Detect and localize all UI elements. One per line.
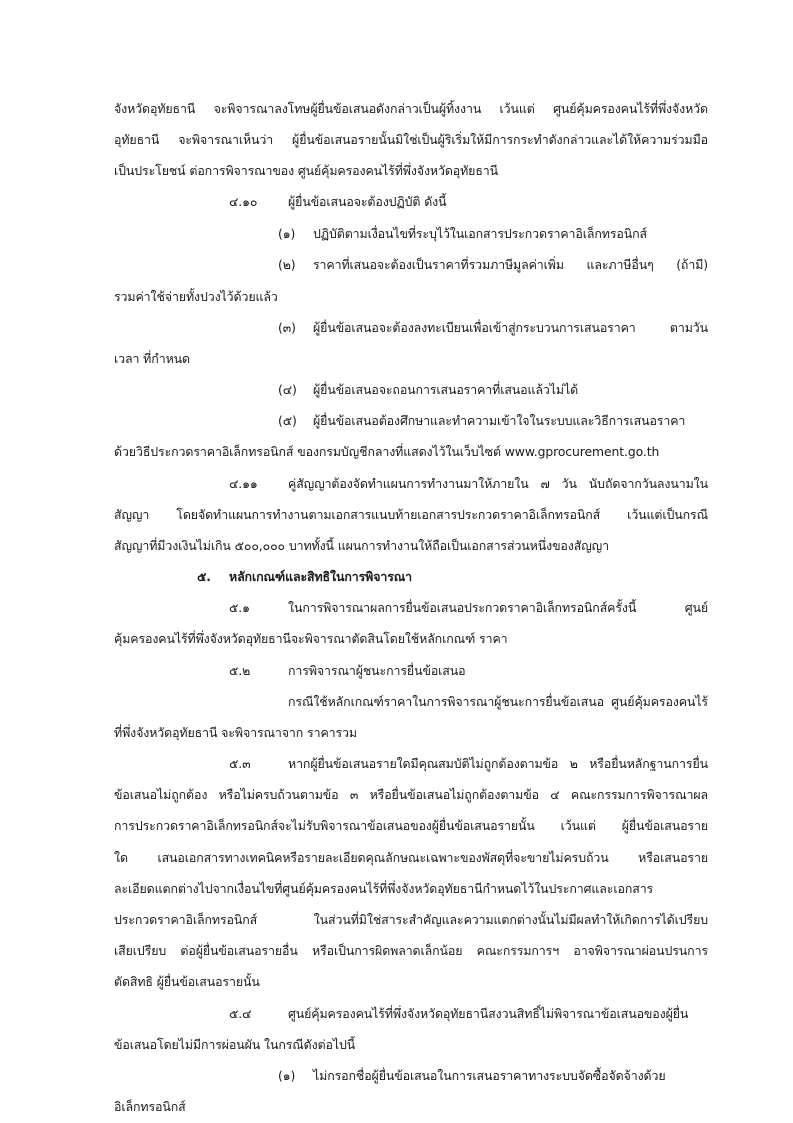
body-line: ในการพิจารณาผลการยื่นข้อเสนอประกวดราคาอิเล็กทรอนิกส์ครั้งนี้ ศูนย์: [288, 600, 708, 615]
clause-number: ๔.๑๑: [229, 476, 258, 491]
item-number: (๑): [278, 1068, 296, 1083]
clause-number: ๕.๔: [229, 1006, 252, 1021]
clause-number: ๕.๑: [229, 600, 250, 615]
body-line: สัญญา โดยจัดทำแผนการทำงานตามเอกสารแนบท้ายเอกสารประกวดราคาอิเล็กทรอนิกส์ เว้นแต่เป็นกรณี: [114, 507, 708, 522]
item-number: (๕): [278, 413, 297, 428]
body-line: อุทัยธานี จะพิจารณาเห็นว่า ผู้ยื่นข้อเสนอรายนั้นมิใช่เป็นผู้ริเริ่มให้มีการกระทำดังกล่าวและได้ให้ความร่วมมือ: [114, 132, 708, 147]
body-line: ตัดสิทธิ ผู้ยื่นข้อเสนอรายนั้น: [114, 974, 260, 989]
clause-number: ๔.๑๐: [229, 194, 258, 209]
body-line: ละเอียดแตกต่างไปจากเงื่อนไขที่ศูนย์คุ้มครองคนไร้ที่พึ่งจังหวัดอุทัยธานีกำหนดไว้ในประกาศและเอกสาร: [114, 881, 654, 896]
section-heading: หลักเกณฑ์และสิทธิในการพิจารณา: [229, 569, 413, 584]
body-line: จังหวัดอุทัยธานี จะพิจารณาลงโทษผู้ยื่นข้อเสนอดังกล่าวเป็นผู้ทิ้งงาน เว้นแต่ ศูนย์คุ้มครองคนไร้ที่พึ่งจังหวัด: [114, 101, 708, 116]
body-line: คู่สัญญาต้องจัดทำแผนการทำงานมาให้ภายใน ๗ วัน นับถัดจากวันลงนามใน: [288, 476, 708, 491]
body-line: เวลา ที่กำหนด: [114, 351, 190, 366]
body-line: การพิจารณาผู้ชนะการยื่นข้อเสนอ: [288, 663, 466, 678]
section-number: ๕.: [197, 569, 211, 584]
clause-number: ๕.๓: [229, 756, 251, 771]
item-number: (๔): [278, 382, 297, 397]
body-line: เป็นประโยชน์ ต่อการพิจารณาของ ศูนย์คุ้มครองคนไร้ที่พึ่งจังหวัดอุทัยธานี: [114, 163, 499, 178]
body-line: ข้อเสนอโดยไม่มีการผ่อนผัน ในกรณีดังต่อไปนี้: [114, 1037, 356, 1052]
body-line: ที่พึ่งจังหวัดอุทัยธานี จะพิจารณาจาก ราคารวม: [114, 725, 357, 740]
body-line: สัญญาที่มีวงเงินไม่เกิน ๕๐๐,๐๐๐ บาททั้งนี้ แผนการทำงานให้ถือเป็นเอกสารส่วนหนึ่งของสัญญา: [114, 538, 609, 553]
body-line: ปฏิบัติตามเงื่อนไขที่ระบุไว้ในเอกสารประกวดราคาอิเล็กทรอนิกส์: [313, 226, 647, 241]
body-line: หากผู้ยื่นข้อเสนอรายใดมีคุณสมบัติไม่ถูกต้องตามข้อ ๒ หรือยื่นหลักฐานการยื่น: [288, 756, 708, 771]
body-line: ผู้ยื่นข้อเสนอจะถอนการเสนอราคาที่เสนอแล้วไม่ได้: [313, 382, 579, 397]
body-line: อิเล็กทรอนิกส์: [114, 1099, 186, 1114]
body-line: ราคาที่เสนอจะต้องเป็นราคาที่รวมภาษีมูลค่าเพิ่ม และภาษีอื่นๆ (ถ้ามี): [313, 257, 708, 272]
body-line: ใด เสนอเอกสารทางเทคนิคหรือรายละเอียดคุณลักษณะเฉพาะของพัสดุที่จะขายไม่ครบถ้วน หรือเสนอราย: [114, 850, 708, 865]
body-line: ผู้ยื่นข้อเสนอต้องศึกษาและทำความเข้าใจในระบบและวิธีการเสนอราคา: [313, 413, 686, 428]
body-line: กรณีใช้หลักเกณฑ์ราคาในการพิจารณาผู้ชนะการยื่นข้อเสนอ ศูนย์คุ้มครองคนไร้: [288, 694, 708, 709]
body-line: ผู้ยื่นข้อเสนอจะต้องปฏิบัติ ดังนี้: [288, 194, 447, 209]
body-line: การประกวดราคาอิเล็กทรอนิกส์จะไม่รับพิจารณาข้อเสนอของผู้ยื่นข้อเสนอรายนั้น เว้นแต่ ผู้ยื่นข้อเสนอราย: [114, 818, 708, 833]
body-line: เสียเปรียบ ต่อผู้ยื่นข้อเสนอรายอื่น หรือเป็นการผิดพลาดเล็กน้อย คณะกรรมการฯ อาจพิจารณาผ่อนปรนการ: [114, 943, 708, 958]
body-line: คุ้มครองคนไร้ที่พึ่งจังหวัดอุทัยธานีจะพิจารณาตัดสินโดยใช้หลักเกณฑ์ ราคา: [114, 631, 508, 646]
item-number: (๓): [278, 320, 296, 335]
body-line: ประกวดราคาอิเล็กทรอนิกส์ ในส่วนที่มิใช่สาระสำคัญและความแตกต่างนั้นไม่มีผลทำให้เกิดการได้เปรียบ: [114, 912, 708, 927]
body-line: ข้อเสนอไม่ถูกต้อง หรือไม่ครบถ้วนตามข้อ ๓ หรือยื่นข้อเสนอไม่ถูกต้องตามข้อ ๔ คณะกรรมการพิจารณาผล: [114, 787, 708, 802]
body-line: ผู้ยื่นข้อเสนอจะต้องลงทะเบียนเพื่อเข้าสู่กระบวนการเสนอราคา ตามวัน: [313, 320, 708, 335]
body-line: ด้วยวิธีประกวดราคาอิเล็กทรอนิกส์ ของกรมบัญชีกลางที่แสดงไว้ในเว็บไซต์ www.gprocurement.go.th: [114, 444, 660, 459]
body-line: ศูนย์คุ้มครองคนไร้ที่พึ่งจังหวัดอุทัยธานีสงวนสิทธิ์ไม่พิจารณาข้อเสนอของผู้ยื่น: [288, 1006, 689, 1021]
body-line: ไม่กรอกชื่อผู้ยื่นข้อเสนอในการเสนอราคาทางระบบจัดซื้อจัดจ้างด้วย: [313, 1068, 666, 1083]
clause-number: ๕.๒: [229, 663, 251, 678]
body-line: รวมค่าใช้จ่ายทั้งปวงไว้ด้วยแล้ว: [114, 289, 278, 304]
item-number: (๑): [278, 226, 296, 241]
item-number: (๒): [278, 257, 296, 272]
